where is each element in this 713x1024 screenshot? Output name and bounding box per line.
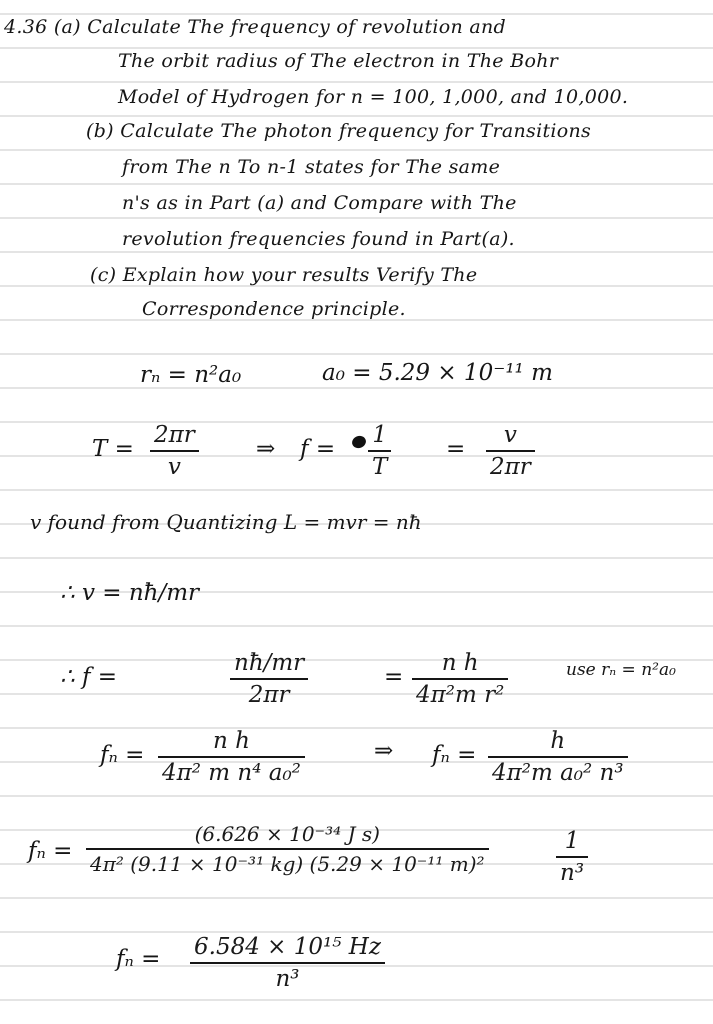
fraction-denominator: n³ bbox=[560, 860, 585, 886]
problem-line-1: 4.36 (a) Calculate The frequency of revolution and bbox=[4, 16, 507, 38]
problem-line-3: Model of Hydrogen for n = 100, 1,000, and 10,000. bbox=[118, 86, 629, 108]
implies-arrow: ⇒ bbox=[256, 436, 276, 462]
fraction-numerator: n h bbox=[441, 650, 479, 676]
fn-lhs-4: fₙ = bbox=[116, 946, 161, 972]
fraction-bar bbox=[190, 962, 385, 964]
fraction-bar bbox=[488, 756, 628, 758]
fn-fraction-2 bbox=[488, 728, 628, 786]
fraction-bar bbox=[556, 856, 588, 858]
implies-arrow: ⇒ bbox=[374, 738, 394, 764]
fn-lhs-2: fₙ = bbox=[432, 742, 477, 768]
fraction-bar bbox=[158, 756, 305, 758]
fn-result-numerator: 6.584 × 10¹⁵ Hz bbox=[194, 934, 381, 960]
problem-line-9: Correspondence principle. bbox=[142, 298, 406, 320]
problem-line-8: (c) Explain how your results Verify The bbox=[90, 264, 478, 286]
fraction-numerator: h bbox=[550, 728, 566, 754]
fraction-denominator: 4π²m r² bbox=[416, 682, 505, 708]
equals-sign: = bbox=[446, 436, 466, 462]
fraction-bar bbox=[412, 678, 508, 680]
fraction-bar bbox=[150, 450, 199, 452]
use-radius-note: use rₙ = n²a₀ bbox=[566, 660, 676, 680]
fraction-denominator: 4π²m a₀² n³ bbox=[492, 760, 624, 786]
fraction-numerator: n h bbox=[212, 728, 250, 754]
fraction-bar bbox=[486, 450, 535, 452]
frequency-step-lhs: ∴ f = bbox=[60, 664, 118, 690]
fraction-numerator: nħ/mr bbox=[234, 650, 305, 676]
fraction-denominator: 4π² m n⁴ a₀² bbox=[162, 760, 301, 786]
fraction-bar bbox=[86, 848, 489, 850]
velocity-expression: ∴ v = nħ/mr bbox=[60, 580, 200, 606]
period-lhs: T = bbox=[92, 436, 134, 462]
fraction-bar bbox=[230, 678, 308, 680]
fn-fraction bbox=[158, 728, 305, 786]
fraction-numerator: 1 bbox=[564, 828, 580, 854]
fraction-denominator: 4π² (9.11 × 10⁻³¹ kg) (5.29 × 10⁻¹¹ m)² bbox=[90, 852, 485, 876]
frequency-step-fraction bbox=[230, 650, 308, 708]
problem-line-2: The orbit radius of The electron in The Bohr bbox=[118, 50, 559, 72]
problem-line-4: (b) Calculate The photon frequency for Transitions bbox=[86, 120, 592, 142]
fn-result-fraction bbox=[190, 934, 385, 992]
period-numerator: 2πr bbox=[154, 422, 195, 448]
frequency-step-fraction-2 bbox=[412, 650, 508, 708]
fraction-denominator: 2πr bbox=[490, 454, 531, 480]
quantization-note: v found from Quantizing L = mvr = nħ bbox=[30, 510, 422, 534]
problem-line-5: from The n To n-1 states for The same bbox=[122, 156, 501, 178]
v-over-2pir-fraction bbox=[486, 422, 535, 480]
equals-sign: = bbox=[384, 664, 404, 690]
fraction-denominator: 2πr bbox=[248, 682, 290, 708]
fn-result-denominator: n³ bbox=[275, 966, 300, 992]
period-denominator: v bbox=[167, 454, 181, 480]
problem-line-6: n's as in Part (a) and Compare with The bbox=[122, 192, 517, 214]
radius-equation: rₙ = n²a₀ bbox=[140, 362, 242, 388]
one-over-n-cubed-fraction bbox=[556, 828, 588, 886]
fn-lhs: fₙ = bbox=[100, 742, 145, 768]
problem-line-7: revolution frequencies found in Part(a). bbox=[122, 228, 515, 250]
fraction-denominator: T bbox=[372, 454, 388, 480]
one-over-T-fraction bbox=[368, 422, 391, 480]
frequency-lhs: f = bbox=[300, 436, 336, 462]
fn-lhs-3: fₙ = bbox=[28, 838, 73, 864]
fraction-numerator: (6.626 × 10⁻³⁴ J s) bbox=[194, 822, 380, 846]
bohr-radius-value: a₀ = 5.29 × 10⁻¹¹ m bbox=[322, 360, 553, 386]
fn-numeric-fraction bbox=[86, 822, 489, 876]
fraction-numerator: v bbox=[503, 422, 517, 448]
fraction-bar bbox=[368, 450, 391, 452]
period-fraction bbox=[150, 422, 199, 480]
fraction-numerator: 1 bbox=[372, 422, 387, 448]
